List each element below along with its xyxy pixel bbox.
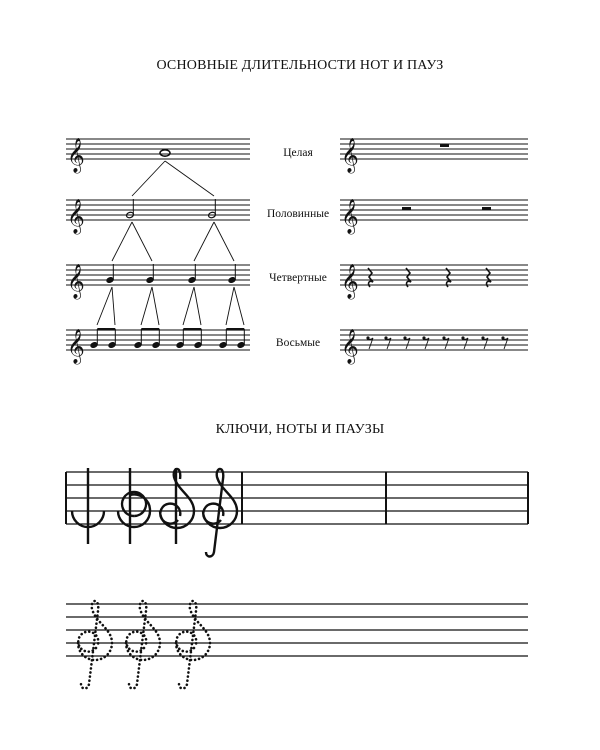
treble-clef-icon: 𝄞 — [67, 199, 85, 234]
eighth-rest-icon — [444, 338, 449, 349]
division-line — [183, 287, 194, 325]
division-line — [132, 222, 152, 261]
treble-clef-icon: 𝄞 — [341, 329, 359, 364]
row-label-quarter: Четвертные — [269, 272, 327, 284]
eighth-rest-icon — [463, 338, 468, 349]
division-line — [234, 287, 244, 325]
whole-rest-icon — [440, 144, 449, 147]
treble-clef-icon: 𝄞 — [67, 329, 85, 364]
quarter-rest-icon — [486, 268, 491, 287]
clef-stage-2-curve — [118, 492, 150, 527]
section-title-clefs: КЛЮЧИ, НОТЫ И ПАУЗЫ — [215, 422, 385, 437]
half-rest-icon — [402, 207, 411, 210]
dotted-treble-clef-icon — [126, 601, 160, 689]
eighth-rest-icon — [503, 338, 508, 349]
division-line — [226, 287, 234, 325]
exercise-staff-2 — [66, 604, 528, 656]
left-staff-2 — [66, 200, 250, 220]
whole-note — [160, 150, 170, 156]
eighth-rest-icon — [483, 338, 488, 349]
dotted-treble-clef-icon — [176, 601, 210, 689]
quarter-rest-icon — [406, 268, 411, 287]
eighth-beam — [97, 328, 115, 331]
eighth-rest-icon — [368, 338, 373, 349]
eighth-beam — [183, 328, 201, 331]
division-line — [152, 287, 159, 325]
division-line — [112, 222, 132, 261]
treble-clef-icon: 𝄞 — [67, 138, 85, 173]
treble-clef-icon: 𝄞 — [341, 264, 359, 299]
treble-clef-icon: 𝄞 — [341, 138, 359, 173]
division-line — [165, 161, 214, 196]
left-staff-3 — [66, 265, 250, 285]
quarter-rest-icon — [446, 268, 451, 287]
clef-stage-4-curve — [203, 469, 237, 557]
row-label-half: Половинные — [266, 208, 330, 220]
eighth-rest-icon — [405, 338, 410, 349]
division-line — [141, 287, 152, 325]
row-label-eighth: Восьмые — [275, 337, 321, 349]
right-staff-1 — [340, 139, 528, 159]
eighth-rest-icon — [386, 338, 391, 349]
half-rest-icon — [482, 207, 491, 210]
division-line — [214, 222, 234, 261]
treble-clef-icon: 𝄞 — [67, 264, 85, 299]
eighth-beam — [226, 328, 244, 331]
dotted-treble-clef-icon — [78, 601, 112, 689]
section-title-durations: ОСНОВНЫЕ ДЛИТЕЛЬНОСТИ НОТ И ПАУЗ — [156, 58, 444, 73]
division-line — [132, 161, 165, 196]
row-label-whole: Целая — [283, 147, 313, 159]
right-staff-4 — [340, 330, 528, 350]
right-staff-2 — [340, 200, 528, 220]
eighth-beam — [141, 328, 159, 331]
quarter-rest-icon — [368, 268, 373, 287]
treble-clef-icon: 𝄞 — [341, 199, 359, 234]
division-line — [194, 287, 201, 325]
eighth-rest-icon — [424, 338, 429, 349]
division-line — [112, 287, 115, 325]
left-staff-1 — [66, 139, 250, 159]
division-line — [194, 222, 214, 261]
division-line — [97, 287, 112, 325]
